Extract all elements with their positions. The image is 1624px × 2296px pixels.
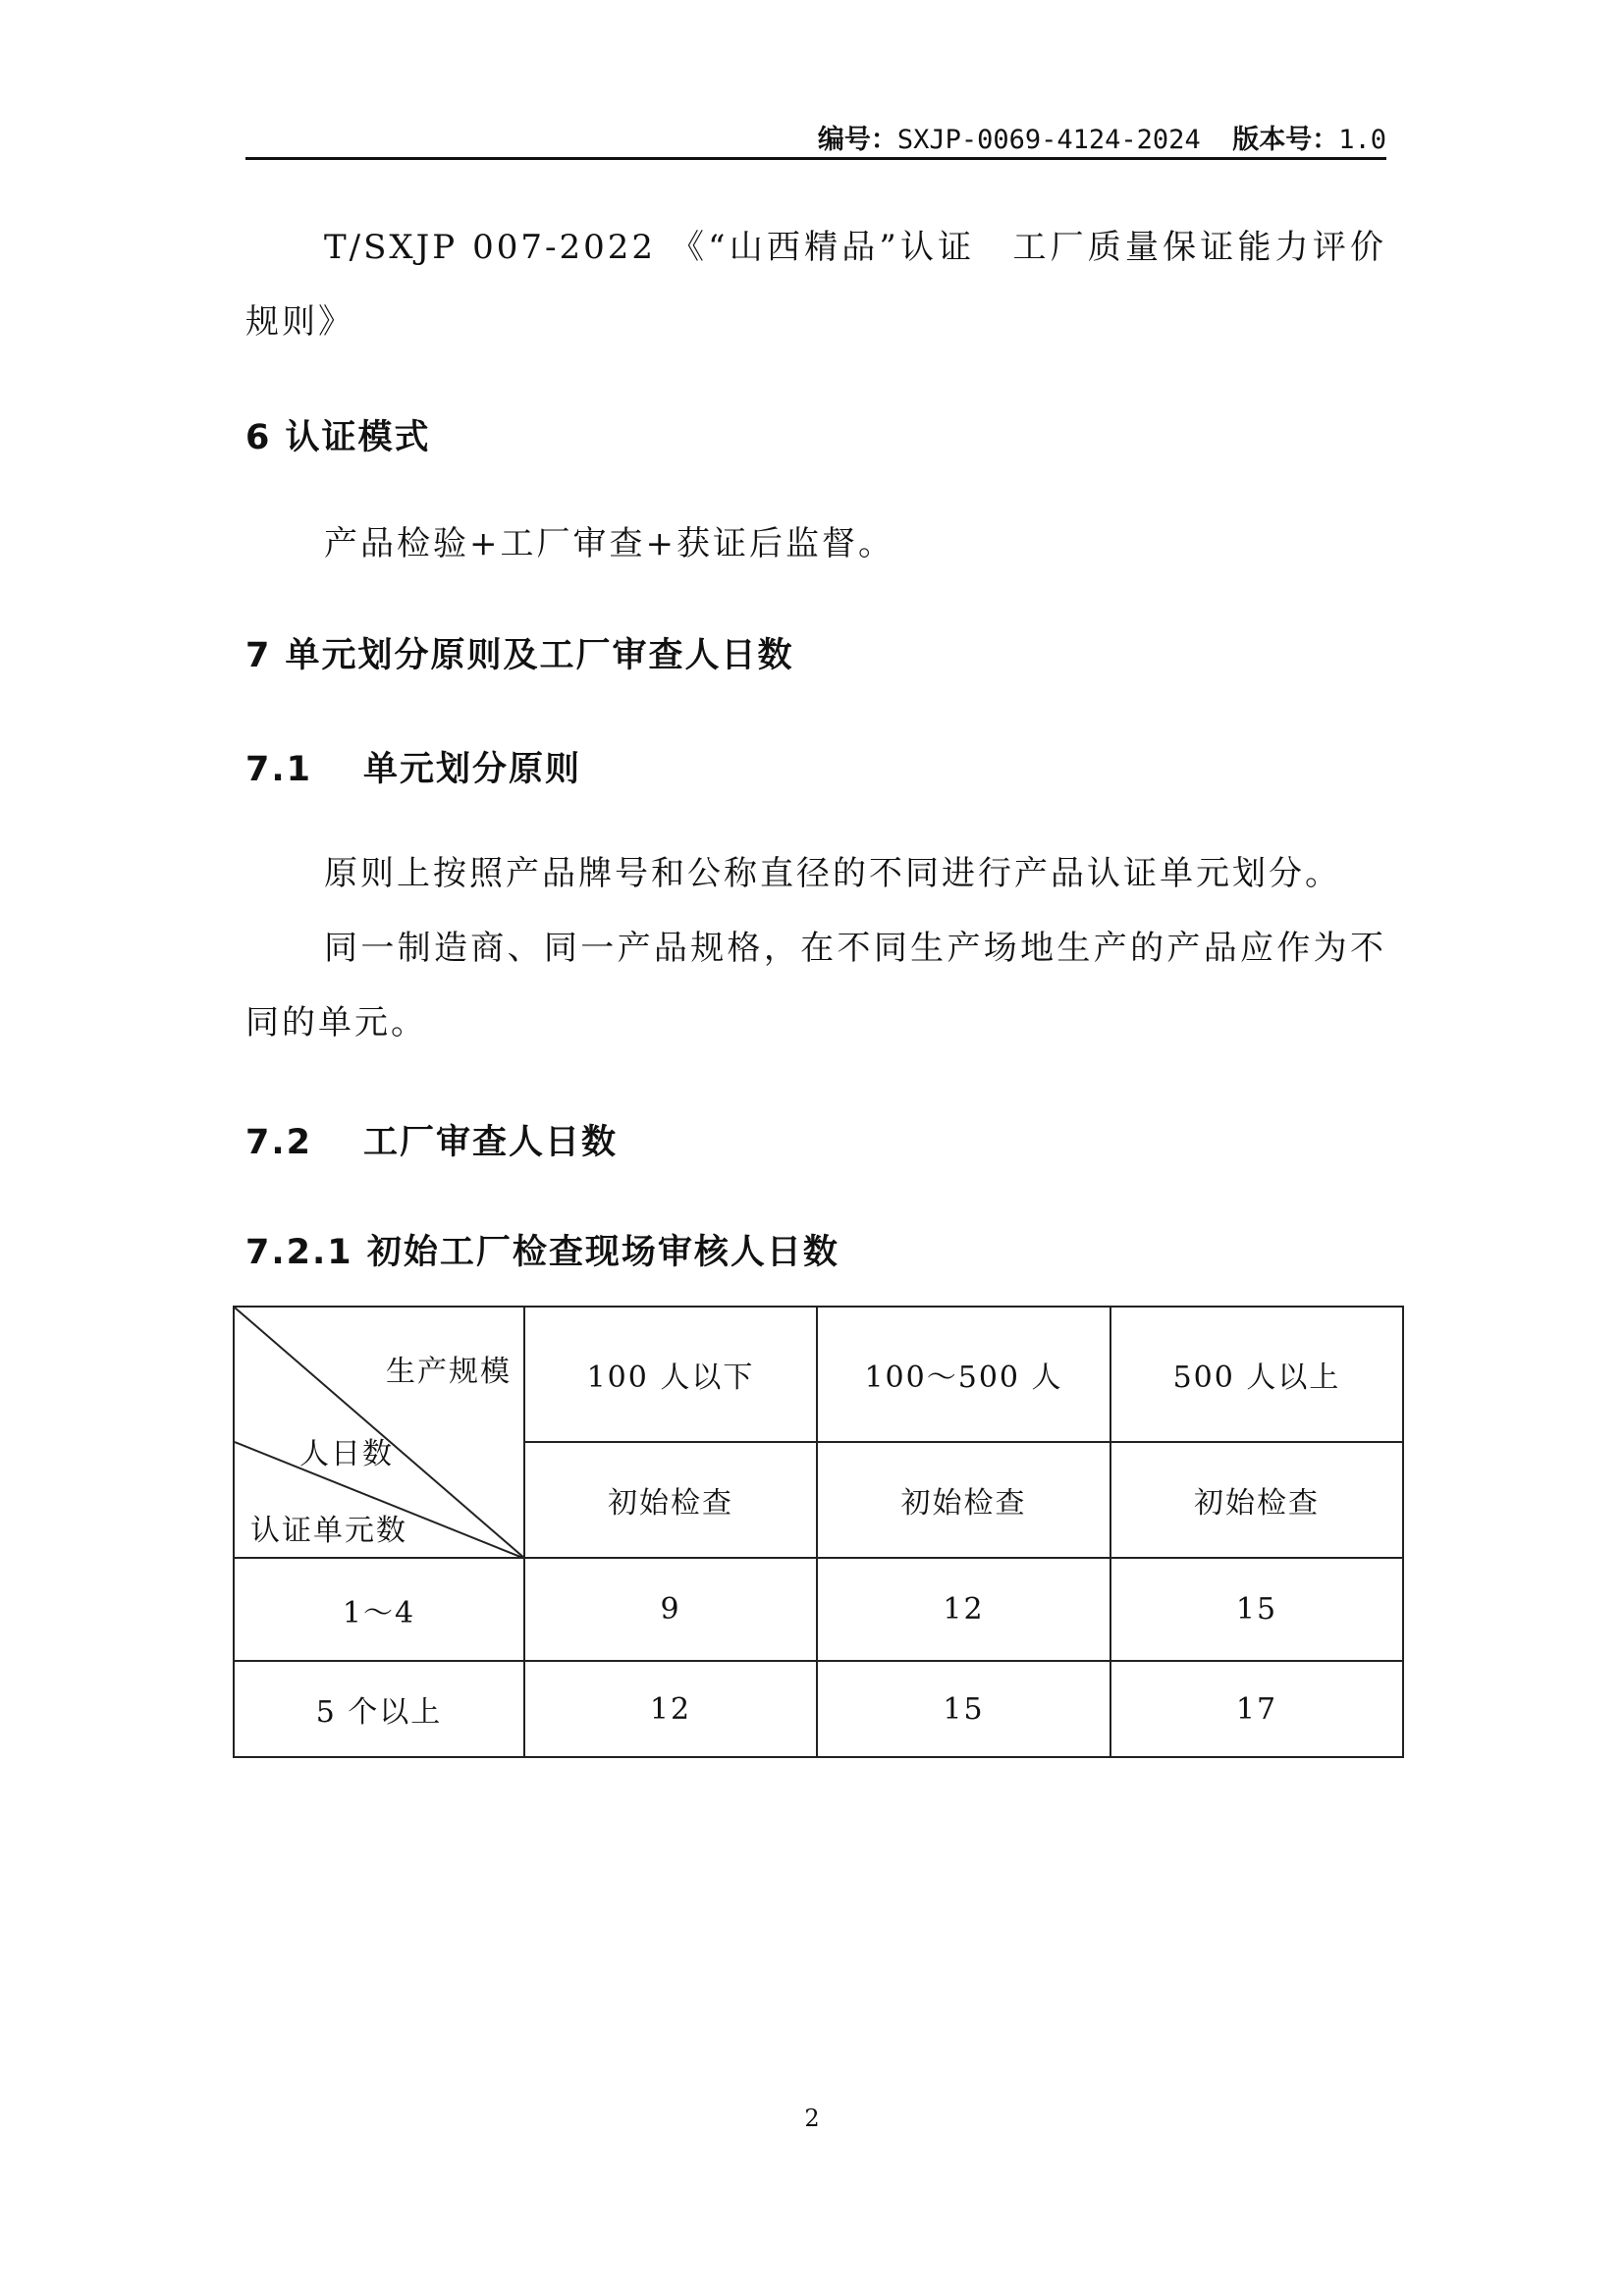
section-7-2-heading xyxy=(245,1115,1386,1164)
version-label: 版本号： xyxy=(1232,125,1339,155)
page-header xyxy=(245,110,1386,160)
value-cell: 12 xyxy=(524,1661,817,1757)
section-title: 单元划分原则及工厂审查人日数 xyxy=(285,636,794,675)
document-code xyxy=(818,118,1386,156)
table-row xyxy=(234,1558,1403,1661)
scale-header: 100～500 人 xyxy=(817,1307,1110,1442)
inspection-header: 初始检查 xyxy=(1110,1442,1403,1558)
section-title: 工厂审查人日数 xyxy=(363,1123,619,1162)
section-title: 初始工厂检查现场审核人日数 xyxy=(366,1233,839,1272)
scale-header: 500 人以上 xyxy=(1110,1307,1403,1442)
section-title: 认证模式 xyxy=(285,418,431,457)
section-7-1-heading xyxy=(245,742,1386,791)
value-cell: 15 xyxy=(1110,1558,1403,1661)
table-header-row xyxy=(234,1307,1403,1442)
code-value: SXJP-0069-4124-2024 xyxy=(896,125,1201,155)
section-number: 6 xyxy=(245,418,272,457)
value-cell: 9 xyxy=(524,1558,817,1661)
section-title: 单元划分原则 xyxy=(363,750,582,789)
corner-label-units: 认证单元数 xyxy=(250,1514,407,1548)
diagonal-header-cell xyxy=(234,1307,524,1558)
section-7-heading xyxy=(245,628,1386,677)
section-number: 7.1 xyxy=(245,750,313,789)
section-number: 7 xyxy=(245,636,272,675)
section-6-body: 产品检验+工厂审查+获证后监督。 xyxy=(324,524,894,563)
section-number: 7.2.1 xyxy=(245,1233,353,1272)
code-label: 编号： xyxy=(817,125,897,155)
version-value: 1.0 xyxy=(1338,125,1386,155)
audit-days-table xyxy=(233,1306,1404,1758)
inspection-header: 初始检查 xyxy=(524,1442,817,1558)
intro-paragraph: T/SXJP 007-2022 《“山西精品”认证 工厂质量保证能力评价规则》 xyxy=(245,228,1386,342)
corner-label-person-days: 人日数 xyxy=(299,1437,394,1471)
scale-header: 100 人以下 xyxy=(524,1307,817,1442)
value-cell: 15 xyxy=(817,1661,1110,1757)
units-cell: 1～4 xyxy=(234,1558,524,1661)
section-7-1-paragraph-1: 原则上按照产品牌号和公称直径的不同进行产品认证单元划分。 xyxy=(324,854,1341,893)
section-7-1-paragraph-2: 同一制造商、同一产品规格，在不同生产场地生产的产品应作为不同的单元。 xyxy=(245,929,1386,1042)
units-cell: 5 个以上 xyxy=(234,1661,524,1757)
corner-label-scale: 生产规模 xyxy=(386,1355,512,1389)
value-cell: 12 xyxy=(817,1558,1110,1661)
table-row xyxy=(234,1661,1403,1757)
page-number: 2 xyxy=(804,2105,820,2132)
inspection-header: 初始检查 xyxy=(817,1442,1110,1558)
section-number: 7.2 xyxy=(245,1123,313,1162)
value-cell: 17 xyxy=(1110,1661,1403,1757)
section-7-2-1-heading xyxy=(245,1225,1386,1274)
section-6-heading xyxy=(245,410,1386,459)
